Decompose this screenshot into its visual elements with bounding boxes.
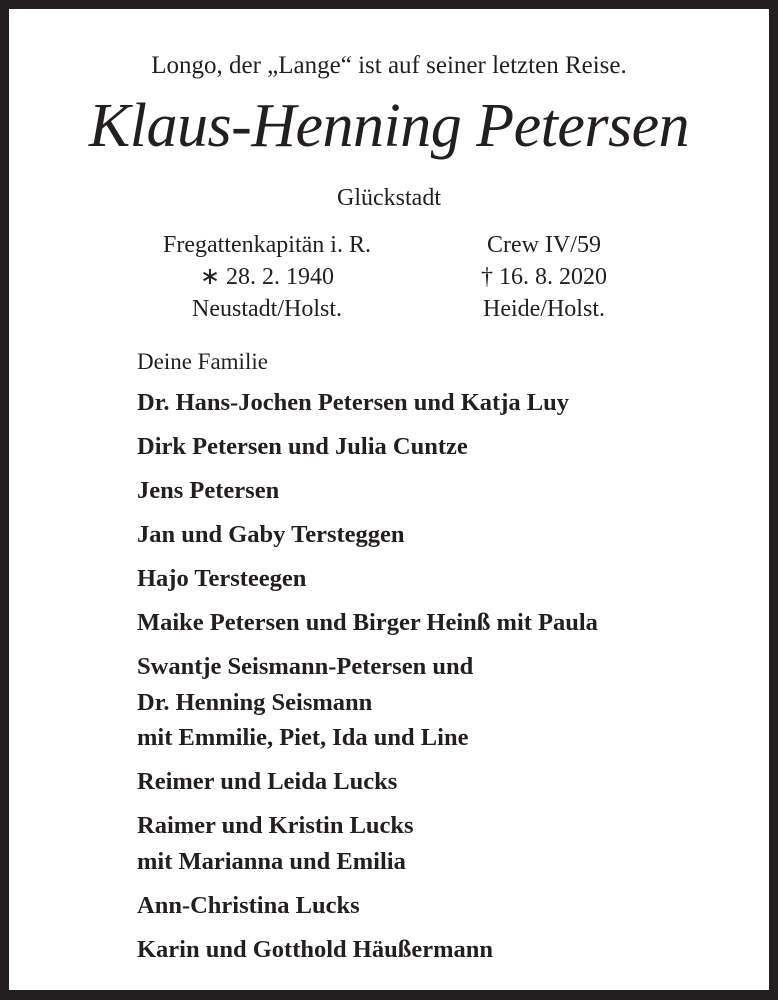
deceased-name: Klaus-Henning Petersen [88, 92, 690, 160]
family-entry-line: Dr. Hans-Jochen Petersen und Katja Luy [137, 389, 569, 416]
crew: Crew IV/59 [487, 232, 601, 258]
birth-date: ∗ 28. 2. 1940 [199, 264, 335, 290]
death-details [394, 229, 694, 325]
family-list [137, 349, 598, 976]
family-entry [137, 561, 598, 597]
family-entry [137, 473, 598, 509]
family-entry [137, 649, 598, 756]
family-entry-line: mit Emmilie, Piet, Ida und Line [137, 724, 469, 751]
birth-place: Neustadt/Holst. [192, 296, 342, 322]
family-entry-line: Raimer und Kristin Lucks [137, 812, 414, 839]
family-entry-line: Jan und Gaby Tersteggen [137, 521, 405, 548]
family-entry-line: mit Marianna und Emilia [137, 847, 406, 875]
rank: Fregattenkapitän i. R. [163, 232, 371, 258]
family-entry [137, 429, 598, 465]
family-entry-line: Hajo Tersteegen [137, 565, 307, 592]
family-entry [137, 764, 598, 800]
family-entry-line: Dr. Henning Seismann [137, 688, 373, 716]
birth-details [117, 229, 417, 325]
family-entry [137, 517, 598, 553]
family-entry-line: Swantje Seismann-Petersen und [137, 653, 474, 680]
motto: Longo, der „Lange“ ist auf seiner letzten Reise. [151, 52, 627, 79]
family-entry [137, 605, 598, 641]
family-entry-line: Karin und Gotthold Häußermann [137, 935, 494, 963]
death-place: Heide/Holst. [483, 296, 605, 322]
death-date: † 16. 8. 2020 [481, 264, 607, 290]
family-label: Deine Familie [137, 349, 268, 374]
family-entry-line: Reimer und Leida Lucks [137, 768, 398, 795]
family-entry-line: Maike Petersen und Birger Heinß mit Paula [137, 609, 598, 636]
family-entry-line: Jens Petersen [137, 477, 280, 504]
family-entry [137, 385, 598, 421]
family-entry-line: Ann-Christina Lucks [137, 891, 360, 919]
family-entry [137, 808, 598, 879]
family-entry-line: Dirk Petersen und Julia Cuntze [137, 433, 468, 460]
hometown: Glückstadt [337, 185, 441, 211]
family-entry [137, 888, 598, 924]
family-entry [137, 932, 598, 968]
